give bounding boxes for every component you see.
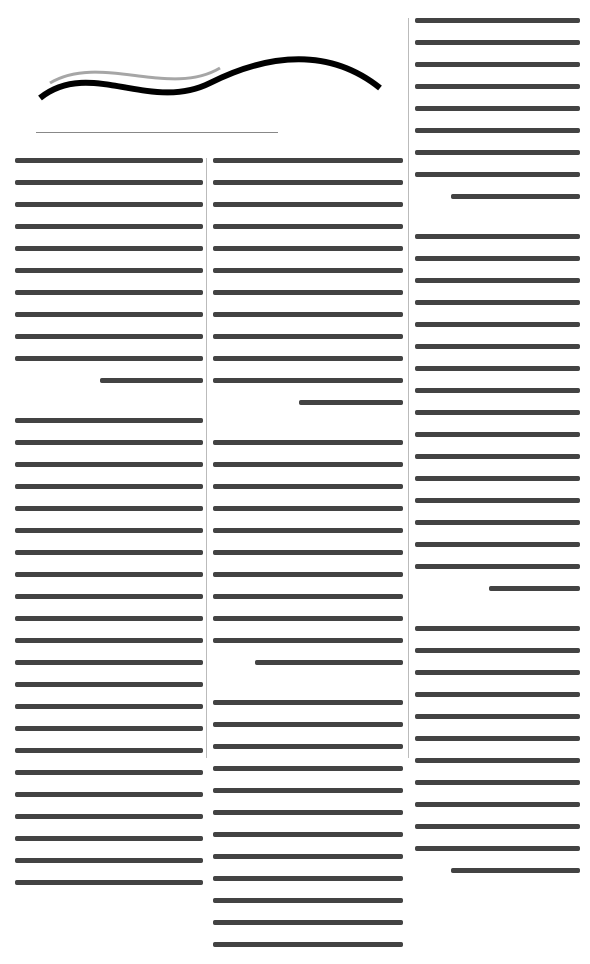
text-line	[415, 432, 580, 437]
text-line	[213, 356, 403, 361]
text-line	[415, 150, 580, 155]
text-line	[451, 868, 580, 873]
text-line	[415, 542, 580, 547]
text-line	[15, 440, 203, 445]
text-line	[415, 18, 580, 23]
byline-divider	[36, 132, 278, 133]
text-line	[213, 572, 403, 577]
text-line	[213, 700, 403, 705]
text-line	[415, 410, 580, 415]
text-line	[415, 388, 580, 393]
text-line	[213, 202, 403, 207]
byline	[18, 118, 408, 146]
text-line	[415, 670, 580, 675]
text-line	[415, 498, 580, 503]
text-line	[213, 180, 403, 185]
text-line	[415, 454, 580, 459]
text-line	[415, 846, 580, 851]
text-line	[100, 378, 203, 383]
text-line	[415, 476, 580, 481]
text-line	[213, 462, 403, 467]
text-line	[299, 400, 404, 405]
text-line	[15, 880, 203, 885]
text-line	[15, 506, 203, 511]
text-line	[15, 334, 203, 339]
text-line	[213, 594, 403, 599]
text-line	[415, 736, 580, 741]
text-line	[415, 824, 580, 829]
text-column-1	[415, 18, 580, 890]
text-line	[15, 202, 203, 207]
text-line	[213, 616, 403, 621]
text-line	[15, 418, 203, 423]
text-line	[15, 484, 203, 489]
text-line	[213, 378, 403, 383]
text-line	[213, 854, 403, 859]
text-line	[415, 128, 580, 133]
text-line	[213, 766, 403, 771]
text-line	[15, 726, 203, 731]
text-line	[415, 758, 580, 763]
text-line	[415, 366, 580, 371]
text-line	[15, 660, 203, 665]
text-line	[489, 586, 580, 591]
text-line	[15, 682, 203, 687]
text-line	[15, 462, 203, 467]
article-title-block	[30, 28, 390, 123]
text-line	[213, 876, 403, 881]
text-line	[213, 268, 403, 273]
text-line	[415, 234, 580, 239]
text-line	[213, 638, 403, 643]
text-line	[213, 550, 403, 555]
text-line	[213, 832, 403, 837]
text-line	[213, 312, 403, 317]
text-line	[213, 920, 403, 925]
text-line	[15, 638, 203, 643]
text-line	[213, 942, 403, 947]
paragraph-gap	[213, 682, 403, 700]
column-divider	[408, 18, 409, 758]
paragraph-gap	[415, 608, 580, 626]
text-line	[213, 334, 403, 339]
paragraph-gap	[213, 422, 403, 440]
text-line	[415, 802, 580, 807]
text-line	[213, 788, 403, 793]
text-line	[415, 344, 580, 349]
text-line	[415, 780, 580, 785]
text-line	[15, 312, 203, 317]
text-line	[213, 744, 403, 749]
text-line	[415, 40, 580, 45]
text-line	[415, 278, 580, 283]
text-line	[415, 300, 580, 305]
text-column-2	[213, 158, 403, 964]
text-line	[15, 858, 203, 863]
text-line	[15, 268, 203, 273]
text-column-3	[15, 158, 203, 902]
text-line	[15, 748, 203, 753]
text-line	[15, 836, 203, 841]
text-line	[15, 550, 203, 555]
paragraph-gap	[15, 400, 203, 418]
text-line	[15, 770, 203, 775]
text-line	[415, 692, 580, 697]
text-line	[15, 246, 203, 251]
paragraph-gap	[415, 216, 580, 234]
text-line	[15, 158, 203, 163]
text-line	[415, 84, 580, 89]
text-line	[415, 106, 580, 111]
text-line	[415, 62, 580, 67]
text-line	[213, 290, 403, 295]
text-line	[451, 194, 580, 199]
text-line	[15, 528, 203, 533]
text-line	[213, 722, 403, 727]
text-line	[15, 814, 203, 819]
text-line	[213, 898, 403, 903]
text-line	[213, 810, 403, 815]
text-line	[213, 440, 403, 445]
text-line	[415, 520, 580, 525]
text-line	[415, 714, 580, 719]
text-line	[415, 626, 580, 631]
text-line	[15, 594, 203, 599]
text-line	[213, 246, 403, 251]
text-line	[415, 648, 580, 653]
text-line	[15, 224, 203, 229]
column-divider	[206, 158, 207, 758]
title-calligraphy-art	[30, 28, 390, 123]
text-line	[415, 564, 580, 569]
text-line	[15, 356, 203, 361]
text-line	[415, 322, 580, 327]
text-line	[15, 616, 203, 621]
text-line	[15, 792, 203, 797]
text-line	[213, 506, 403, 511]
text-line	[213, 224, 403, 229]
text-line	[415, 256, 580, 261]
text-line	[213, 484, 403, 489]
text-line	[15, 572, 203, 577]
text-line	[15, 704, 203, 709]
text-line	[415, 172, 580, 177]
text-line	[213, 528, 403, 533]
text-line	[213, 158, 403, 163]
text-line	[255, 660, 403, 665]
text-line	[15, 180, 203, 185]
text-line	[15, 290, 203, 295]
